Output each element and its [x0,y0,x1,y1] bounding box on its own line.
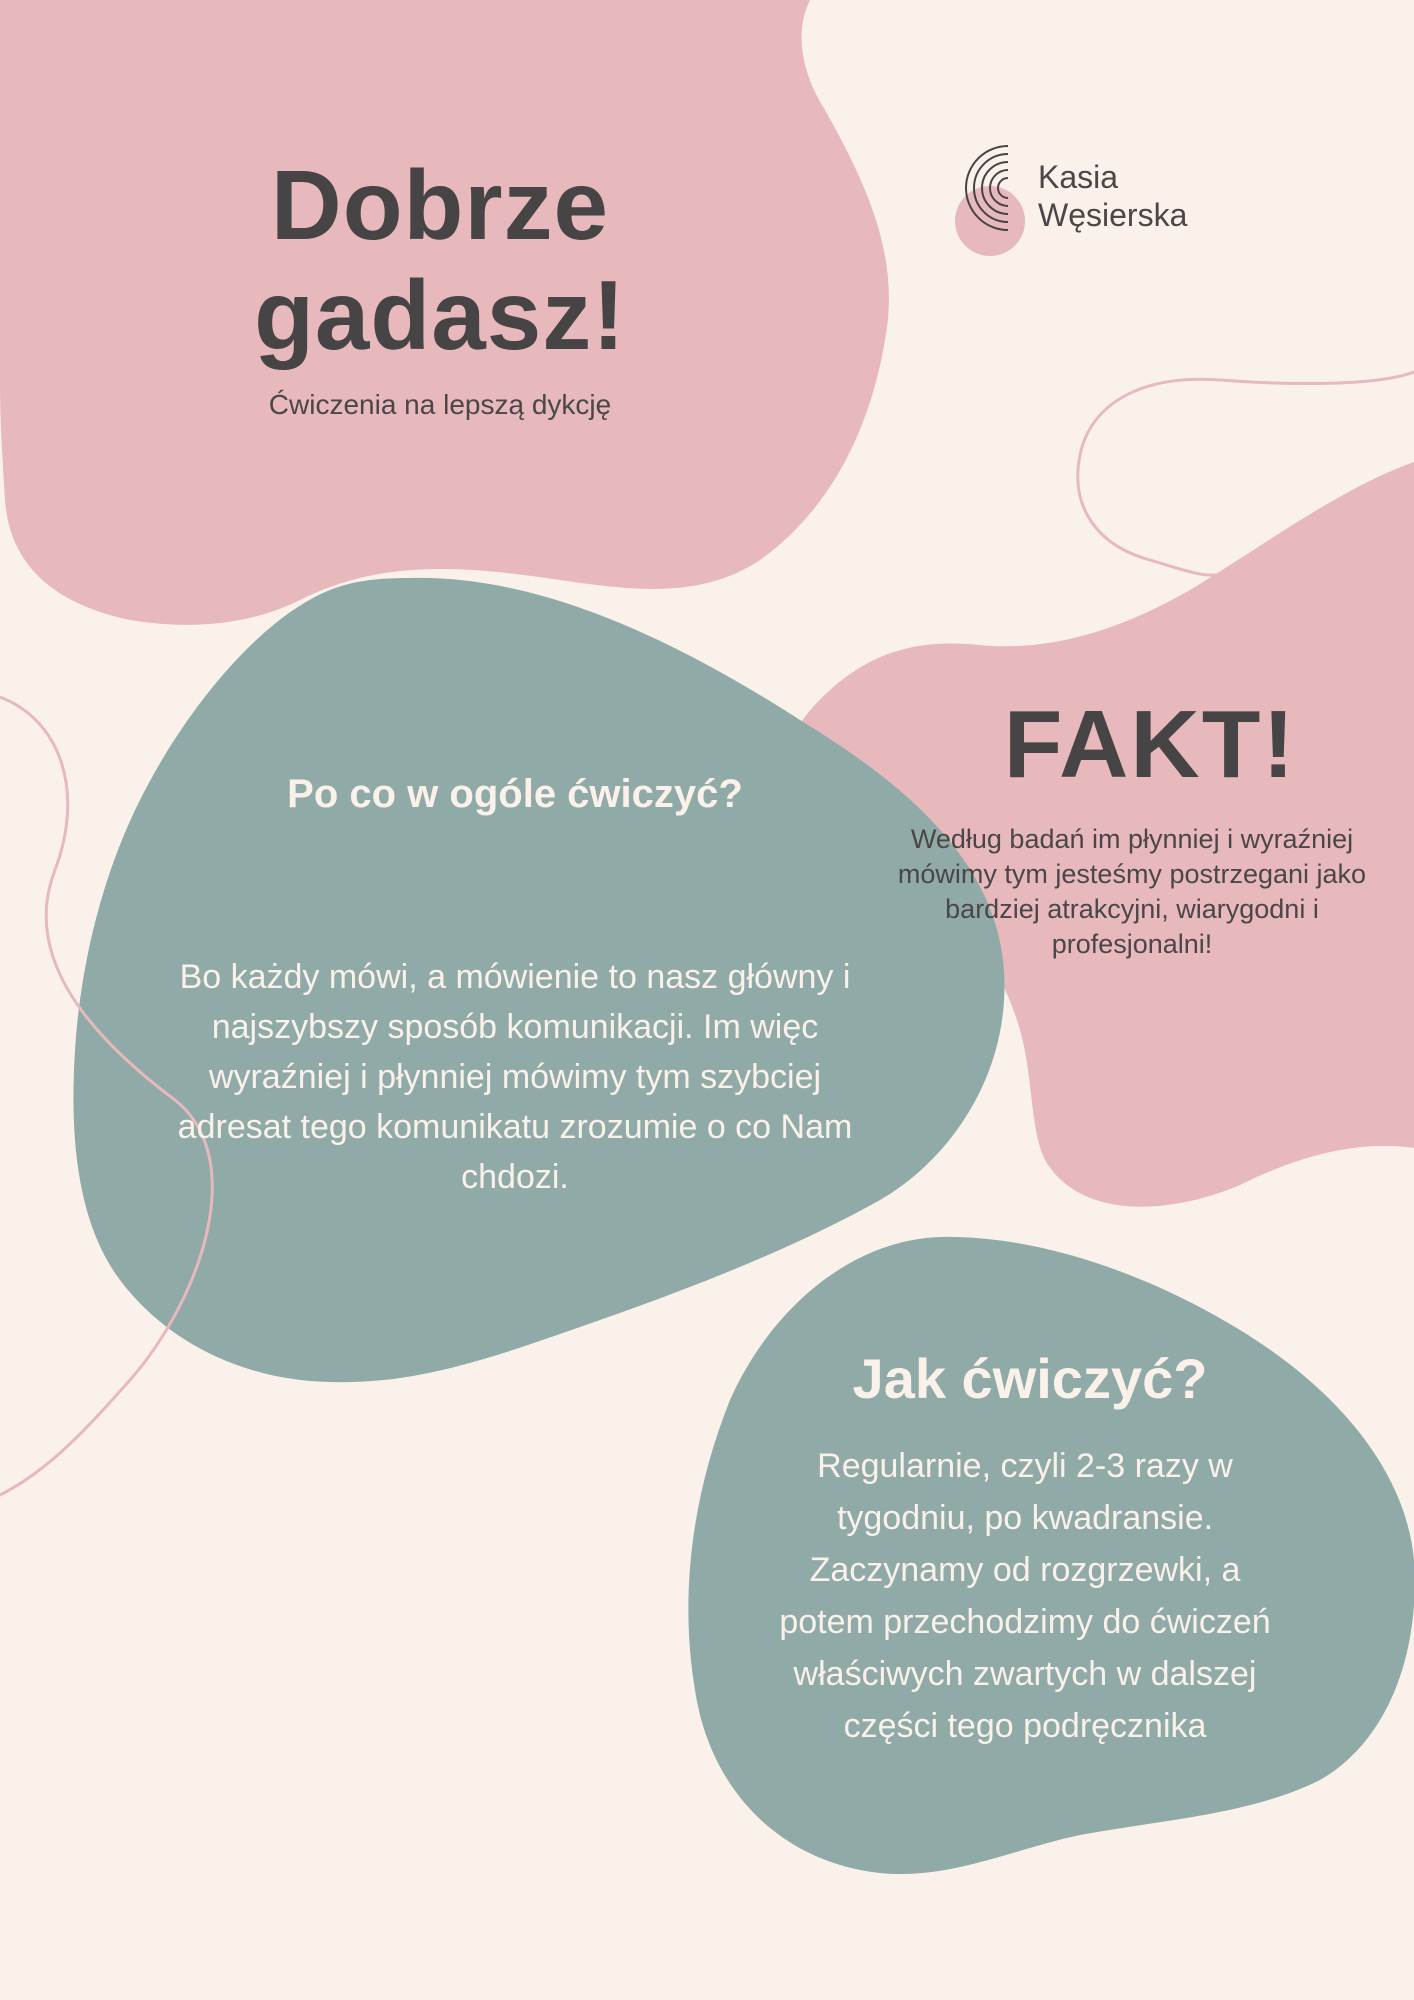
author-logo-text [1038,158,1258,234]
page-subtitle: Ćwiczenia na lepszą dykcję [268,389,612,420]
how-practice-text: Regularnie, czyli 2-3 razy w tygodniu, po kwadransie. Zaczynamy od rozgrzewki, a potem przechodzimy do ćwiczeń właściwych zwartych w dalszej części tego podręcznika [779,1447,1271,1745]
why-practice-heading: Po co w ogóle ćwiczyć? [287,772,743,816]
author-last-name: Węsierska [1038,197,1188,233]
author-first-name: Kasia [1038,159,1119,195]
concentric-arcs-logo-icon [955,146,1025,256]
title-line-1: Dobrze [270,150,610,260]
title-line-2: gadasz! [254,260,626,370]
how-practice-heading: Jak ćwiczyć? [852,1347,1208,1410]
page-title [160,150,720,370]
why-practice-text: Bo każdy mówi, a mówienie to nasz główny i najszybszy sposób komunikacji. Im więc wyraźniej i płynniej mówimy tym szybciej adresat tego komunikatu zrozumie o co Nam chdozi. [177,958,853,1196]
fact-text: Według badań im płynniej i wyraźniej mówimy tym jesteśmy postrzegani jako bardziej atrakcyjni, wiarygodni i profesjonalni! [897,824,1367,959]
fact-heading: FAKT! [1003,691,1297,798]
